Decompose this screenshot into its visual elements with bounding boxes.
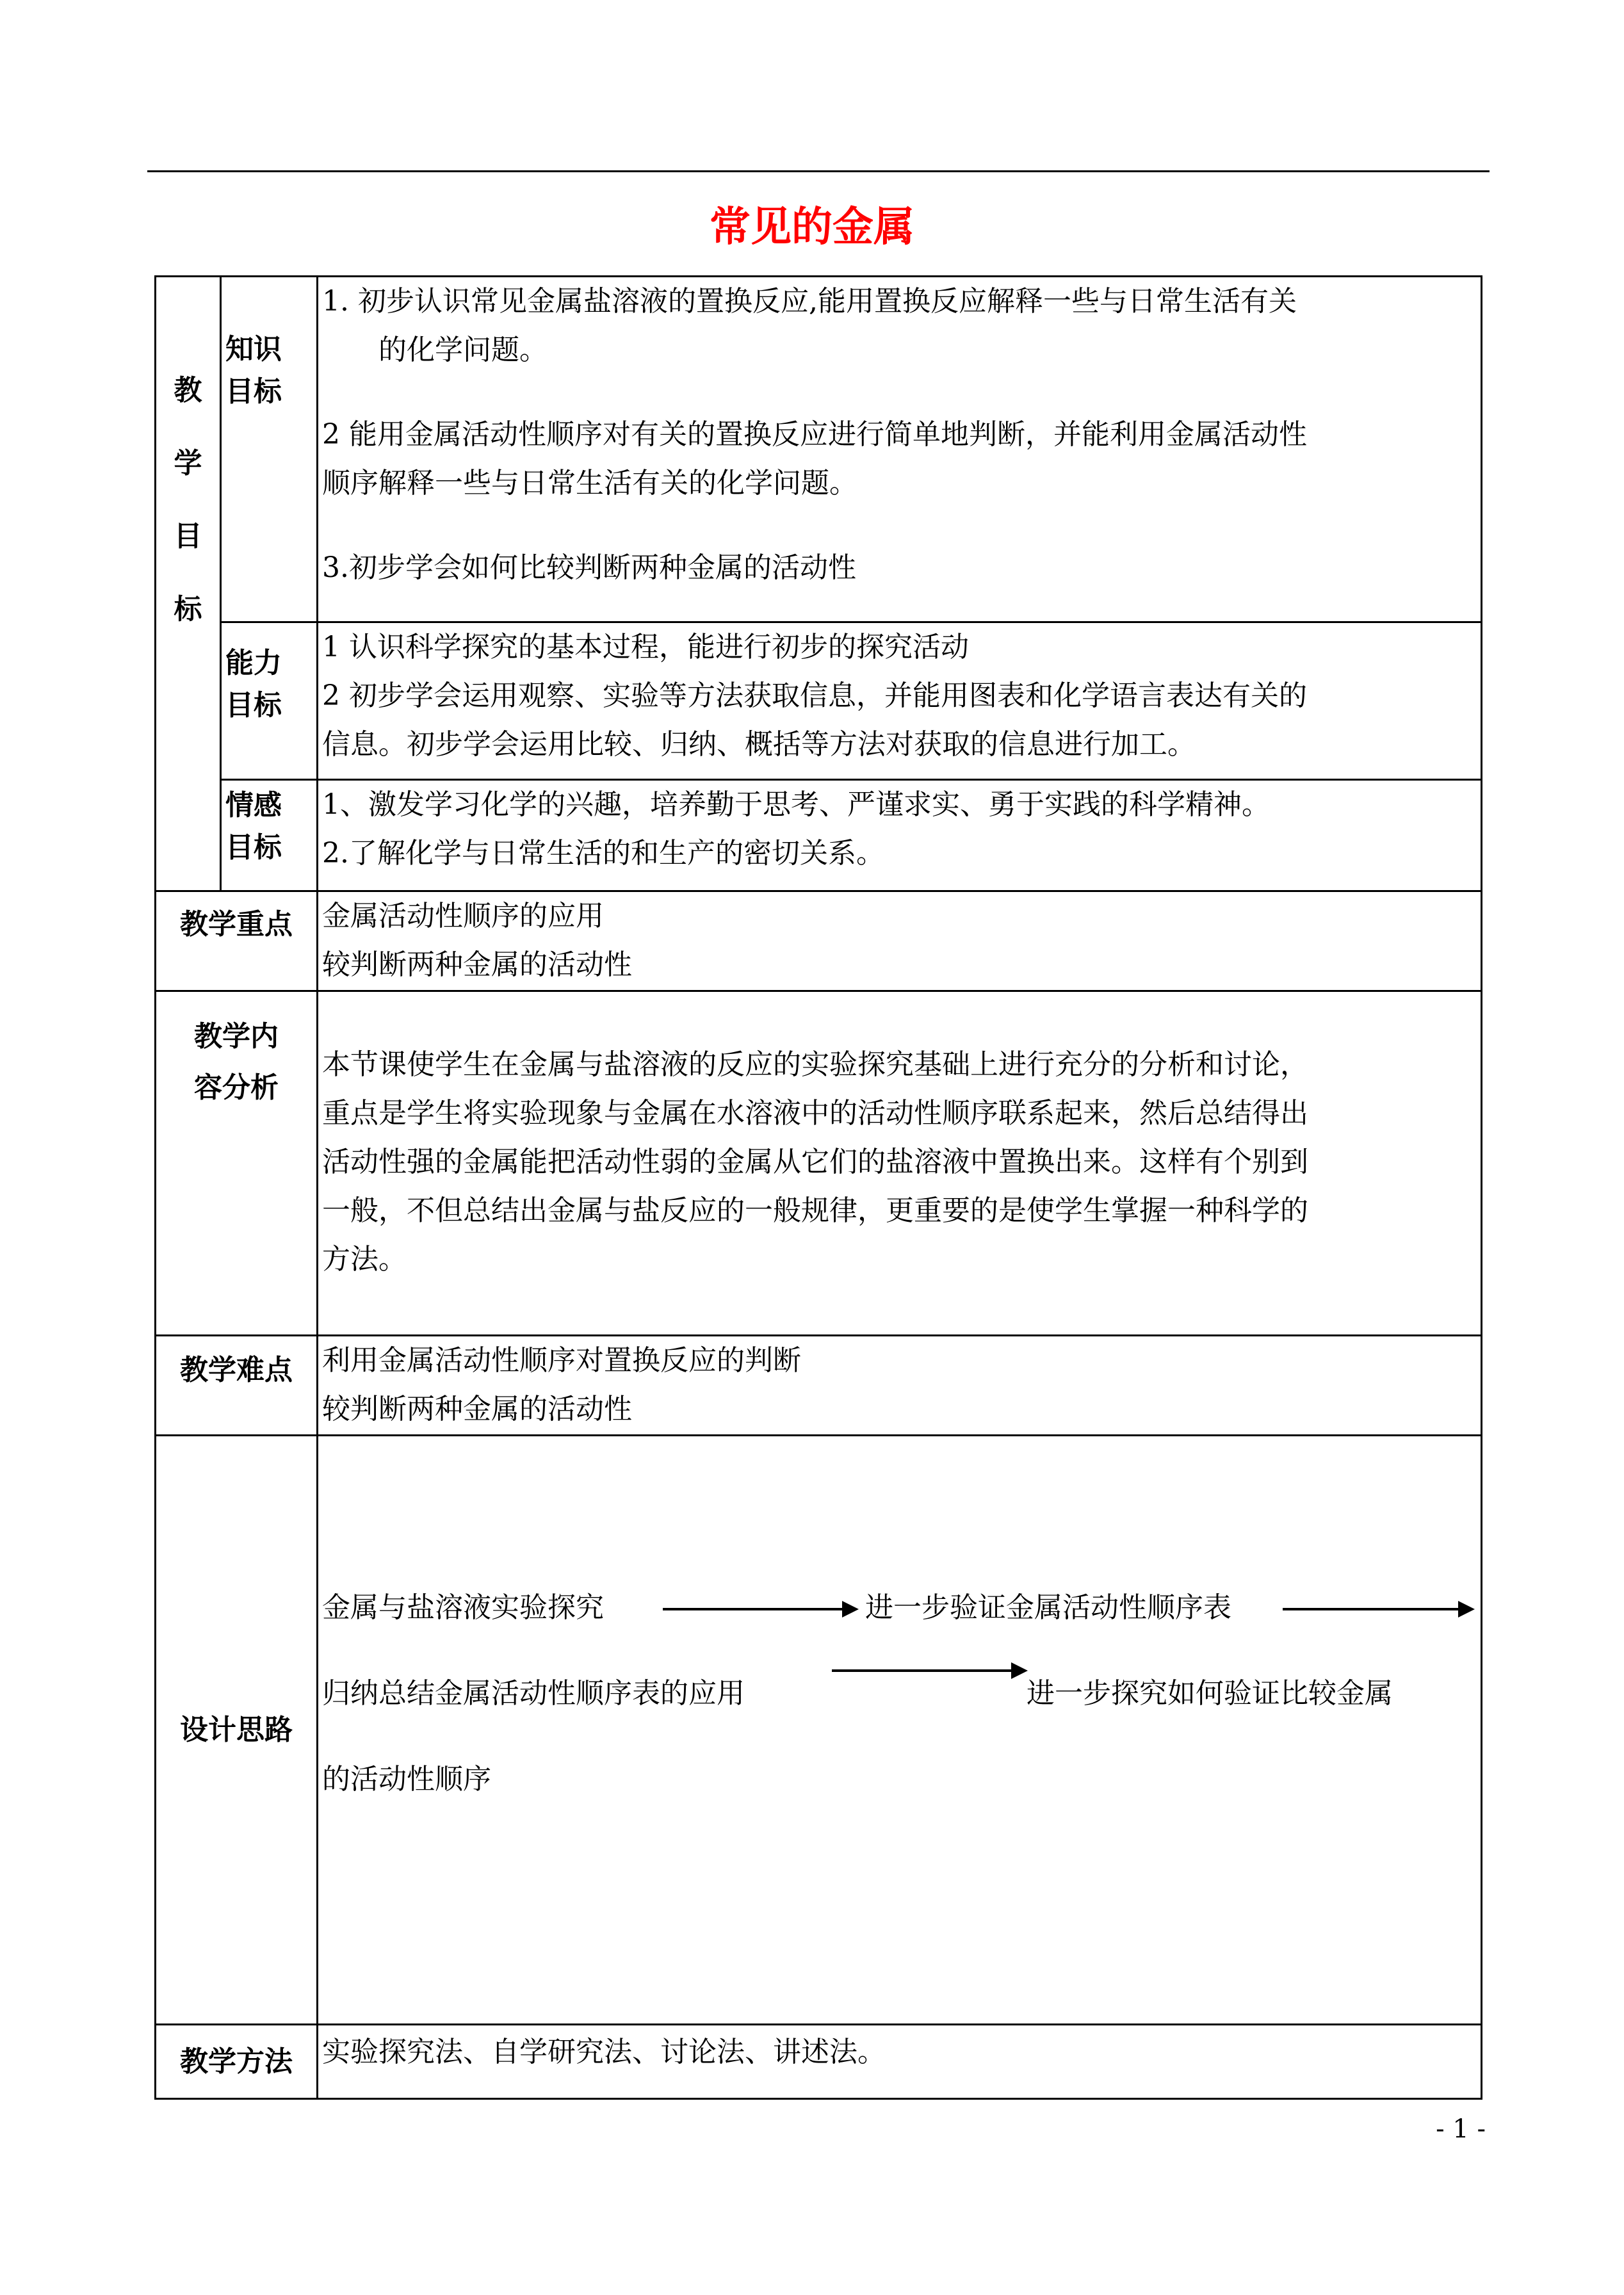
knowledge-label-line2: 目标 [225, 375, 282, 408]
design-flow-line-2 [322, 1669, 1477, 1718]
key-points-line1: 金属活动性顺序的应用 [322, 900, 604, 932]
ability-item-2-line2: 信息。初步学会运用比较、归纳、概括等方法对获取的信息进行加工。 [322, 728, 1196, 761]
design-flow-line-1 [322, 1584, 1477, 1632]
key-points-line2: 较判断两种金属的活动性 [322, 948, 632, 981]
difficulties-line2: 较判断两种金属的活动性 [322, 1393, 632, 1425]
emotion-row [156, 780, 1482, 891]
methods-row [156, 2025, 1482, 2099]
header-rule [147, 170, 1490, 172]
knowledge-label [221, 277, 318, 622]
difficulties-content [318, 1336, 1482, 1436]
methods-text: 实验探究法、自学研究法、讨论法、讲述法。 [322, 2036, 886, 2068]
ability-label-line1: 能力 [225, 647, 282, 679]
key-points-row [156, 891, 1482, 991]
content-analysis-line-5: 方法。 [322, 1243, 407, 1276]
content-analysis-line-2: 重点是学生将实验现象与金属在水溶液中的活动性顺序联系起来，然后总结得出 [322, 1097, 1308, 1130]
knowledge-item-2-line1: 2 能用金属活动性顺序对有关的置换反应进行简单地判断，并能利用金属活动性 [322, 418, 1307, 451]
content-analysis-label [156, 991, 318, 1336]
ability-content [318, 622, 1482, 780]
ability-item-2-line1: 2 初步学会运用观察、实验等方法获取信息，并能用图表和化学语言表达有关的 [322, 679, 1307, 712]
design-step-2: 进一步验证金属活动性顺序表 [865, 1591, 1231, 1624]
emotion-content [318, 780, 1482, 891]
design-step-3: 归纳总结金属活动性顺序表的应用 [322, 1677, 745, 1710]
content-analysis-line-1: 本节课使学生在金属与盐溶液的反应的实验探究基础上进行充分的分析和讨论， [322, 1048, 1308, 1081]
content-analysis-line-4: 一般，不但总结出金属与盐反应的一般规律，更重要的是使学生掌握一种科学的 [322, 1194, 1308, 1227]
ability-row [156, 622, 1482, 780]
page-number: - 1 - [1436, 2114, 1486, 2144]
ability-item-1: 1 认识科学探究的基本过程，能进行初步的探究活动 [322, 631, 969, 663]
content-analysis-label-line1: 教学内 [194, 1020, 279, 1053]
knowledge-item-1-line1: 1. 初步认识常见金属盐溶液的置换反应,能用置换反应解释一些与日常生活有关 [322, 285, 1297, 318]
content-analysis-label-line2: 容分析 [194, 1071, 279, 1104]
emotion-label-line2: 目标 [225, 831, 282, 864]
arrow-right-icon [832, 1669, 1025, 1672]
design-row [156, 1436, 1482, 2025]
emotion-label [221, 780, 318, 891]
ability-label [221, 622, 318, 780]
emotion-item-2: 2.了解化学与日常生活的和生产的密切关系。 [322, 837, 884, 870]
knowledge-row [156, 277, 1482, 622]
emotion-item-1: 1、激发学习化学的兴趣，培养勤于思考、严谨求实、勇于实践的科学精神。 [322, 788, 1270, 821]
knowledge-content [318, 277, 1482, 622]
design-step-4: 进一步探究如何验证比较金属 [1027, 1677, 1393, 1710]
lesson-plan-table [154, 275, 1482, 2100]
arrow-right-icon [1283, 1608, 1472, 1610]
methods-label: 教学方法 [156, 2025, 318, 2099]
objectives-label-text: 教学目标 [174, 374, 202, 626]
knowledge-item-2-line2: 顺序解释一些与日常生活有关的化学问题。 [322, 467, 857, 499]
design-content [318, 1436, 1482, 2025]
document-title: 常见的金属 [710, 204, 914, 251]
content-analysis-row [156, 991, 1482, 1336]
knowledge-label-line1: 知识 [225, 333, 282, 366]
ability-label-line2: 目标 [225, 689, 282, 722]
key-points-content [318, 891, 1482, 991]
arrow-right-icon [663, 1608, 856, 1610]
knowledge-item-3: 3.初步学会如何比较判断两种金属的活动性 [322, 551, 856, 584]
difficulties-line1: 利用金属活动性顺序对置换反应的判断 [322, 1344, 801, 1377]
content-analysis-content [318, 991, 1482, 1336]
design-step-1: 金属与盐溶液实验探究 [322, 1591, 604, 1624]
content-analysis-line-3: 活动性强的金属能把活动性弱的金属从它们的盐溶液中置换出来。这样有个别到 [322, 1146, 1308, 1178]
design-label: 设计思路 [156, 1436, 318, 2025]
difficulties-row [156, 1336, 1482, 1436]
difficulties-label: 教学难点 [156, 1336, 318, 1436]
methods-content [318, 2025, 1482, 2099]
design-step-4-continued: 的活动性顺序 [322, 1763, 491, 1796]
key-points-label: 教学重点 [156, 891, 318, 991]
objectives-label [156, 277, 221, 891]
emotion-label-line1: 情感 [225, 789, 282, 822]
knowledge-item-1-line2: 的化学问题。 [378, 334, 548, 366]
